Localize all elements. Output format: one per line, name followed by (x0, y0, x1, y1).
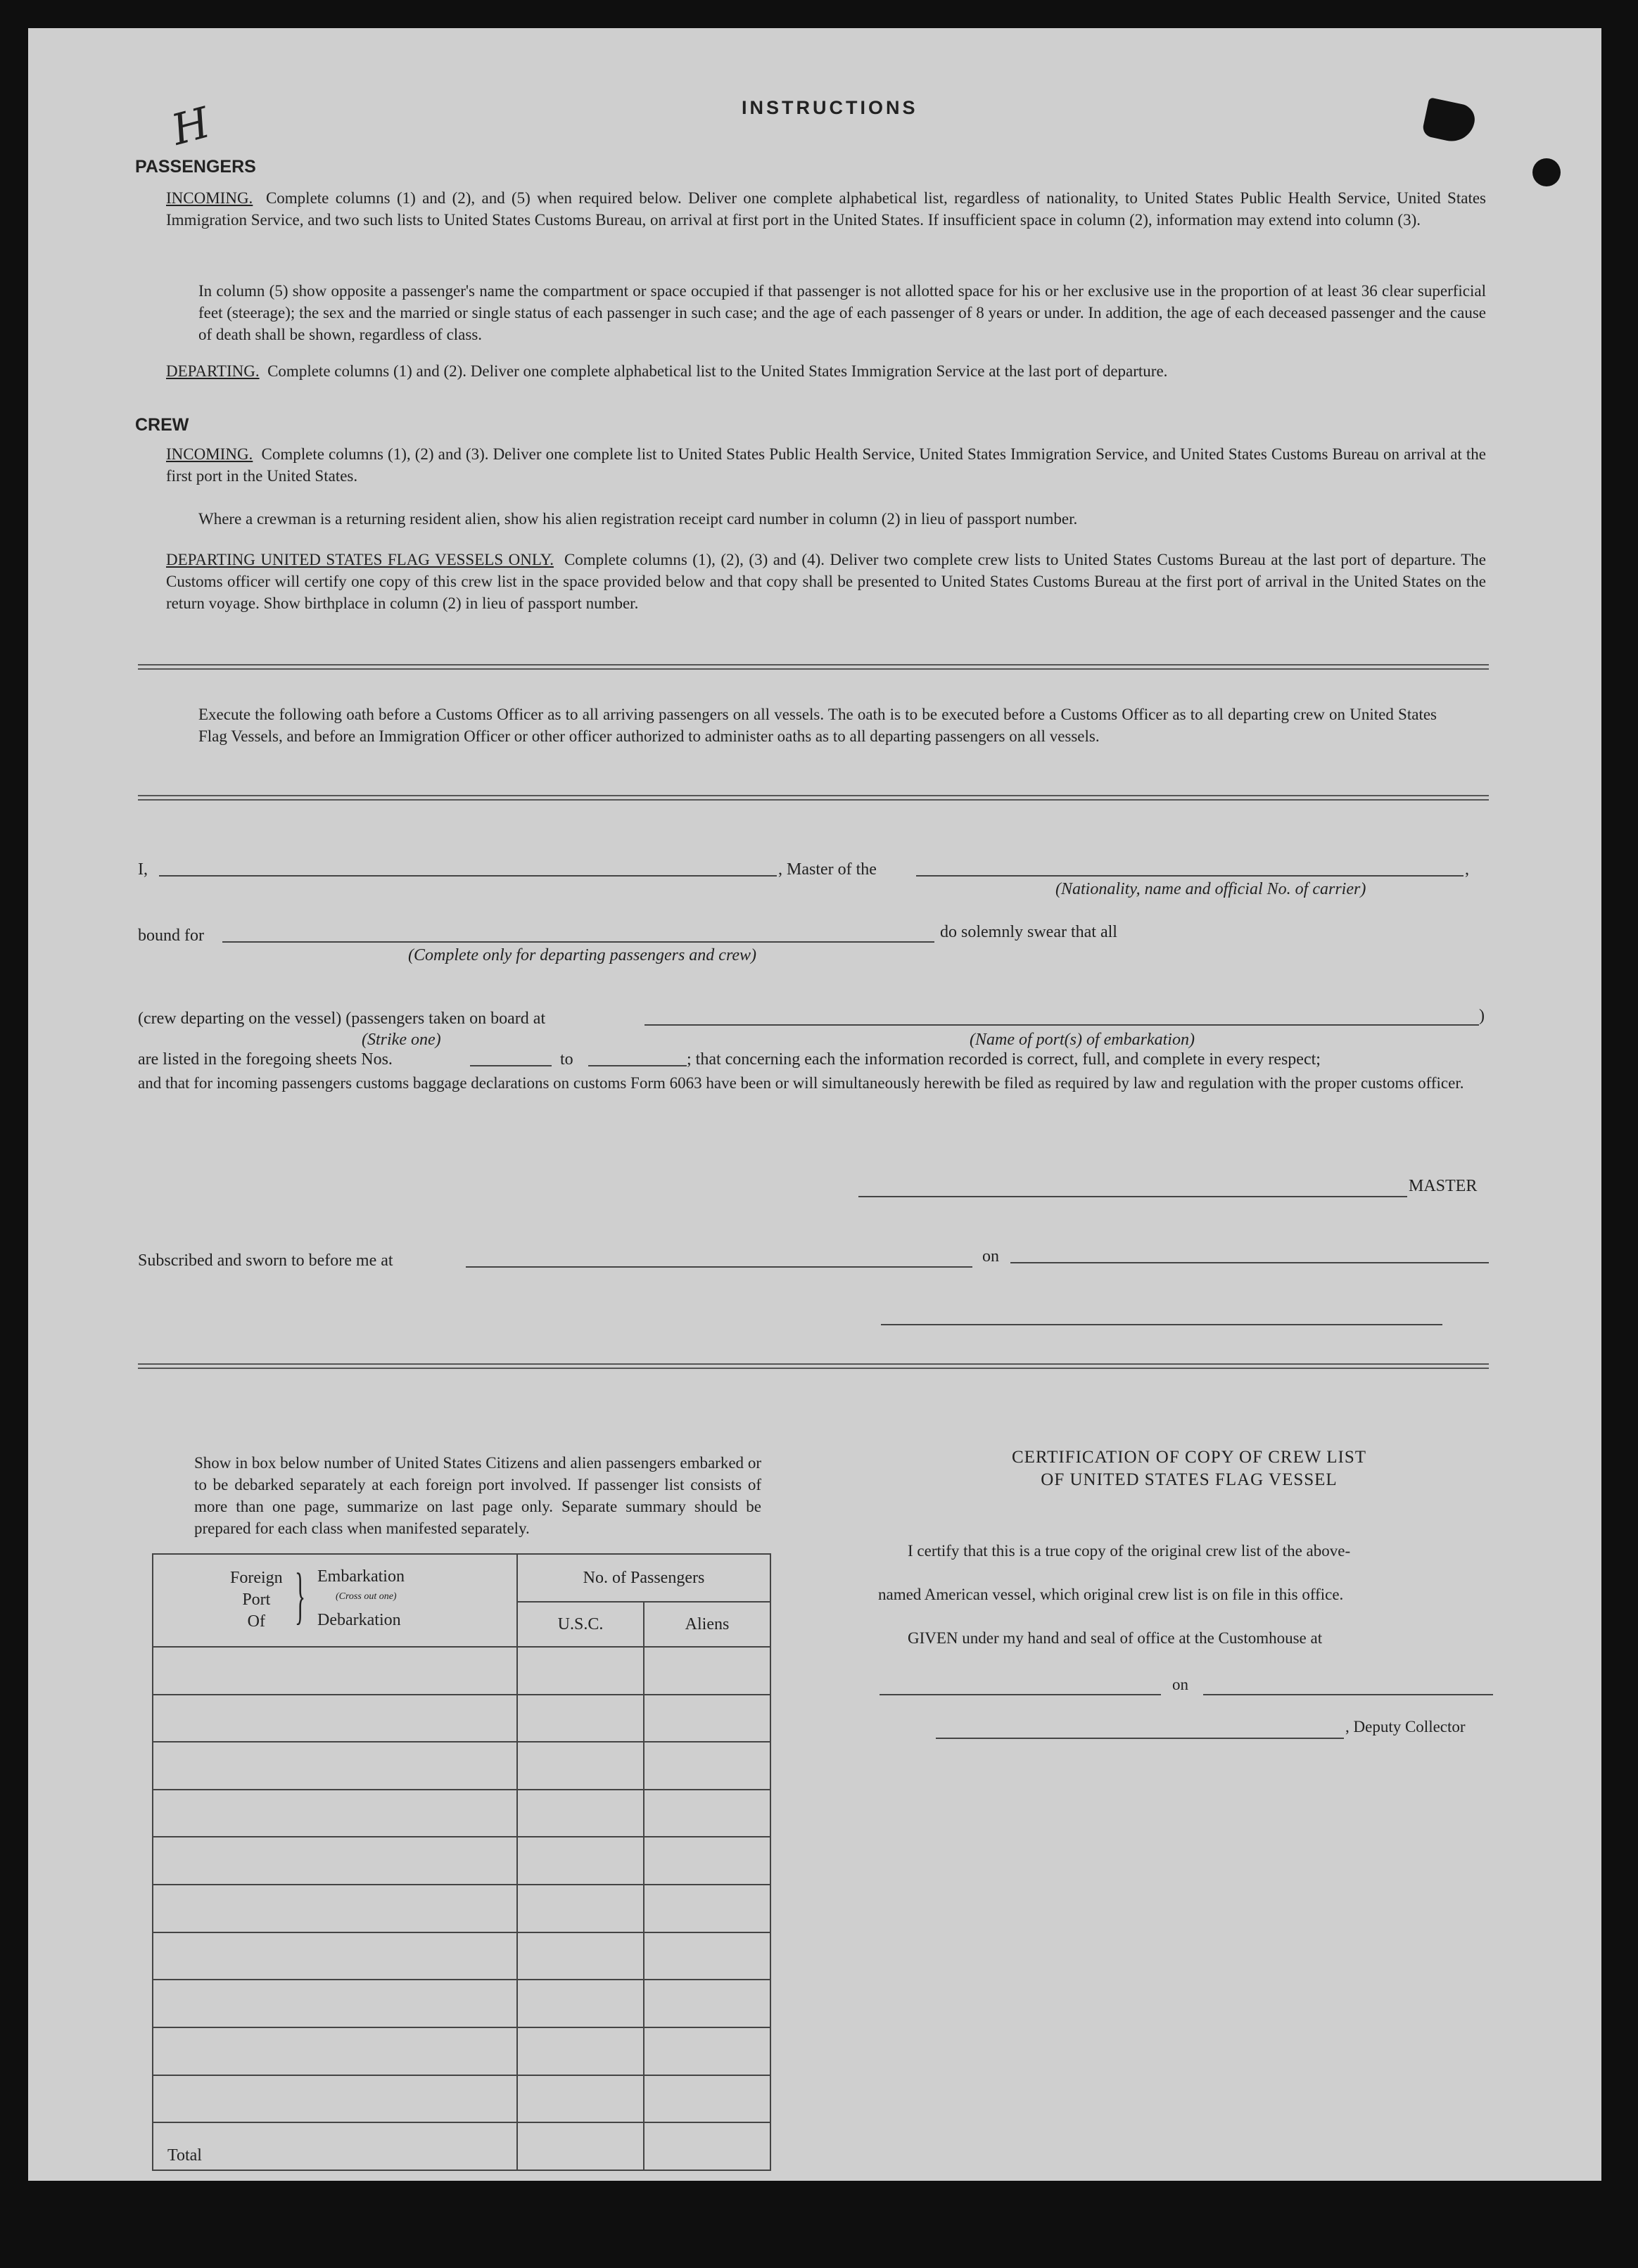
usc-cell[interactable] (517, 1885, 644, 1932)
subscribed-label: Subscribed and sworn to before me at (138, 1251, 393, 1270)
bound-for-note: (Complete only for departing passengers and crew) (408, 946, 757, 964)
bound-for-field[interactable] (222, 941, 934, 943)
usc-cell[interactable] (517, 1695, 644, 1743)
foreign-label: Foreign (230, 1569, 283, 1587)
summary-instructions: Show in box below number of United States Citizens and alien passengers embarked or to be debarked separately at each foreign port involved. If passenger list consists of more than one page, summarize on last page only. Separate summary should be prepared for each class when manifested separately. (194, 1454, 761, 1537)
port-cell[interactable] (153, 1837, 517, 1885)
passengers-incoming-label: INCOMING. (166, 189, 253, 207)
officer-signature-field[interactable] (881, 1324, 1442, 1325)
ports-field[interactable] (645, 1024, 1479, 1026)
usc-header: U.S.C. (517, 1602, 644, 1647)
port-cell[interactable] (153, 1742, 517, 1790)
corner-handwritten-mark: H (166, 98, 215, 155)
declarations-paragraph: and that for incoming passengers customs baggage declarations on customs Form 6063 have been or will simultaneously herewith be filed as required by law and regulation with the proper customs officer. (138, 1074, 1464, 1092)
usc-cell[interactable] (517, 1932, 644, 1980)
usc-cell[interactable] (517, 1980, 644, 2027)
master-of-label: , Master of the (778, 860, 877, 879)
master-label: MASTER (1409, 1177, 1478, 1195)
passengers-departing-label: DEPARTING. (166, 362, 260, 380)
aliens-cell[interactable] (644, 1980, 770, 2027)
port-cell[interactable] (153, 2075, 517, 2123)
aliens-cell[interactable] (644, 1885, 770, 1932)
carrier-comma: , (1465, 860, 1469, 879)
passengers-departing-paragraph (166, 360, 1486, 382)
port-label: Port (242, 1591, 271, 1609)
usc-total-cell[interactable] (517, 2122, 644, 2170)
port-cell[interactable] (153, 1980, 517, 2027)
certification-given-text: GIVEN under my hand and seal of office at the Customhouse at (908, 1629, 1323, 1647)
certification-text-line1: I certify that this is a true copy of the original crew list of the above- (908, 1542, 1351, 1560)
passengers-incoming-paragraph (166, 187, 1486, 231)
close-paren: ) (1479, 1007, 1485, 1025)
section-divider-1 (138, 664, 1489, 670)
total-label: Total (167, 2146, 202, 2165)
listed-sheets-label: are listed in the foregoing sheets Nos. (138, 1050, 393, 1069)
page-title: INSTRUCTIONS (742, 97, 918, 118)
port-cell[interactable] (153, 1790, 517, 1837)
aliens-total-cell[interactable] (644, 2122, 770, 2170)
ports-note: (Name of port(s) of embarkation) (970, 1031, 1195, 1049)
usc-cell[interactable] (517, 1647, 644, 1695)
crew-heading: CREW (135, 415, 189, 435)
sheet-from-field[interactable] (470, 1065, 552, 1066)
foreign-port-of-label (230, 1567, 283, 1633)
sworn-place-field[interactable] (466, 1266, 972, 1268)
aliens-header: Aliens (644, 1602, 770, 1647)
crew-incoming-label: INCOMING. (166, 445, 253, 463)
usc-cell[interactable] (517, 1837, 644, 1885)
embarkation-label: Embarkation (317, 1567, 405, 1586)
crew-incoming-text: Complete columns (1), (2) and (3). Deliver one complete list to United States Public Health Service, United States Immigration Service, and United States Customs Bureau on arrival at the first port in the United States. (166, 445, 1486, 485)
section-divider-3 (138, 1363, 1489, 1369)
strike-one-note: (Strike one) (362, 1031, 441, 1049)
crew-alien-paragraph: Where a crewman is a returning resident alien, show his alien registration receipt card number in column (2) in lieu of passport number. (198, 510, 1078, 528)
certification-title-line2: OF UNITED STATES FLAG VESSEL (1041, 1470, 1338, 1489)
aliens-cell[interactable] (644, 1695, 770, 1743)
ink-blot-mark (1421, 97, 1478, 145)
oath-i-label: I, (138, 860, 148, 879)
sworn-on-label: on (982, 1247, 999, 1266)
concerning-text: ; that concerning each the information recorded is correct, full, and complete in every respect; (687, 1050, 1321, 1069)
port-cell[interactable] (153, 1885, 517, 1932)
carrier-note: (Nationality, name and official No. of carrier) (1055, 880, 1366, 898)
crew-departing-paragraph (166, 549, 1486, 614)
certification-title-line1: CERTIFICATION OF COPY OF CREW LIST (1011, 1448, 1367, 1467)
aliens-cell[interactable] (644, 2027, 770, 2075)
usc-cell[interactable] (517, 1790, 644, 1837)
usc-cell[interactable] (517, 1742, 644, 1790)
carrier-field[interactable] (916, 875, 1464, 877)
port-cell[interactable] (153, 1647, 517, 1695)
port-header-cell (153, 1554, 517, 1647)
aliens-cell[interactable] (644, 1742, 770, 1790)
crew-departing-text: Complete columns (1), (2), (3) and (4). Deliver two complete crew lists to United States Customs Bureau at the last port of departure. The Customs officer will certify one copy of this crew list in the space provided below and that copy shall be presented to United States Customs Bureau at the first port of arrival in the United States on the return voyage. Show birthplace in column (2) in lieu of passport number. (166, 551, 1486, 612)
aliens-cell[interactable] (644, 1790, 770, 1837)
passengers-count-header: No. of Passengers (517, 1554, 770, 1602)
certification-text-line2: named American vessel, which original crew list is on file in this office. (878, 1586, 1344, 1603)
passengers-heading: PASSENGERS (135, 157, 256, 177)
passengers-column5-paragraph: In column (5) show opposite a passenger's name the compartment or space occupied if that passenger is not allotted space for his or her exclusive use in the proportion of at least 36 clear superficial feet (steerage); the sex and the married or single status of each passenger in such case; and the age of each passenger of 8 years or under. In addition, the age of each deceased passenger and the cause of death shall be shown, regardless of class. (198, 282, 1486, 343)
port-cell[interactable] (153, 2027, 517, 2075)
brace-glyph: } (295, 1561, 306, 1631)
deputy-collector-label: , Deputy Collector (1345, 1718, 1466, 1735)
aliens-cell[interactable] (644, 2075, 770, 2123)
aliens-cell[interactable] (644, 1647, 770, 1695)
master-name-field[interactable] (159, 875, 777, 877)
port-cell[interactable] (153, 1932, 517, 1980)
usc-cell[interactable] (517, 2027, 644, 2075)
master-signature-field[interactable] (858, 1196, 1407, 1197)
oath-intro-paragraph: Execute the following oath before a Customs Officer as to all arriving passengers on all vessels. The oath is to be executed before a Customs Officer as to all departing crew on United States Flag Vessels, and before an Immigration Officer or other officer authorized to administer oaths as to all departing passengers on all vessels. (198, 706, 1437, 745)
crew-incoming-paragraph (166, 443, 1486, 487)
certification-date-field[interactable] (1203, 1694, 1493, 1695)
passengers-incoming-text: Complete columns (1) and (2), and (5) when required below. Deliver one complete alphabetical list, regardless of nationality, to United States Public Health Service, United States Immigration Service, and two such lists to United States Customs Bureau, on arrival at first port in the United States. If insufficient space in column (2), information may extend into column (3). (166, 189, 1486, 229)
bound-for-label: bound for (138, 926, 204, 945)
deputy-collector-signature-field[interactable] (936, 1738, 1344, 1739)
cross-out-note: (Cross out one) (336, 1591, 397, 1602)
swear-text: do solemnly swear that all (940, 923, 1117, 941)
total-label-cell (153, 2122, 517, 2170)
customhouse-place-field[interactable] (880, 1694, 1161, 1695)
punch-hole-mark (1532, 158, 1561, 186)
section-divider-2 (138, 795, 1489, 801)
certification-on-label: on (1172, 1676, 1188, 1693)
document-sheet (28, 28, 1601, 2181)
aliens-cell[interactable] (644, 1837, 770, 1885)
of-label: Of (247, 1612, 265, 1631)
sworn-date-field[interactable] (1010, 1262, 1489, 1263)
port-cell[interactable] (153, 1695, 517, 1743)
passenger-summary-table (152, 1553, 771, 2171)
crew-departing-label: DEPARTING UNITED STATES FLAG VESSELS ONLY. (166, 551, 554, 568)
debarkation-label: Debarkation (317, 1611, 401, 1629)
aliens-cell[interactable] (644, 1932, 770, 1980)
sheet-to-field[interactable] (588, 1065, 687, 1066)
usc-cell[interactable] (517, 2075, 644, 2123)
passengers-departing-text: Complete columns (1) and (2). Deliver one complete alphabetical list to the United States Immigration Service at the last port of departure. (267, 362, 1168, 380)
sheet-to-label: to (560, 1050, 573, 1069)
certification-title (872, 1446, 1506, 1491)
crew-departing-label: (crew departing on the vessel) (passengers taken on board at (138, 1009, 546, 1028)
